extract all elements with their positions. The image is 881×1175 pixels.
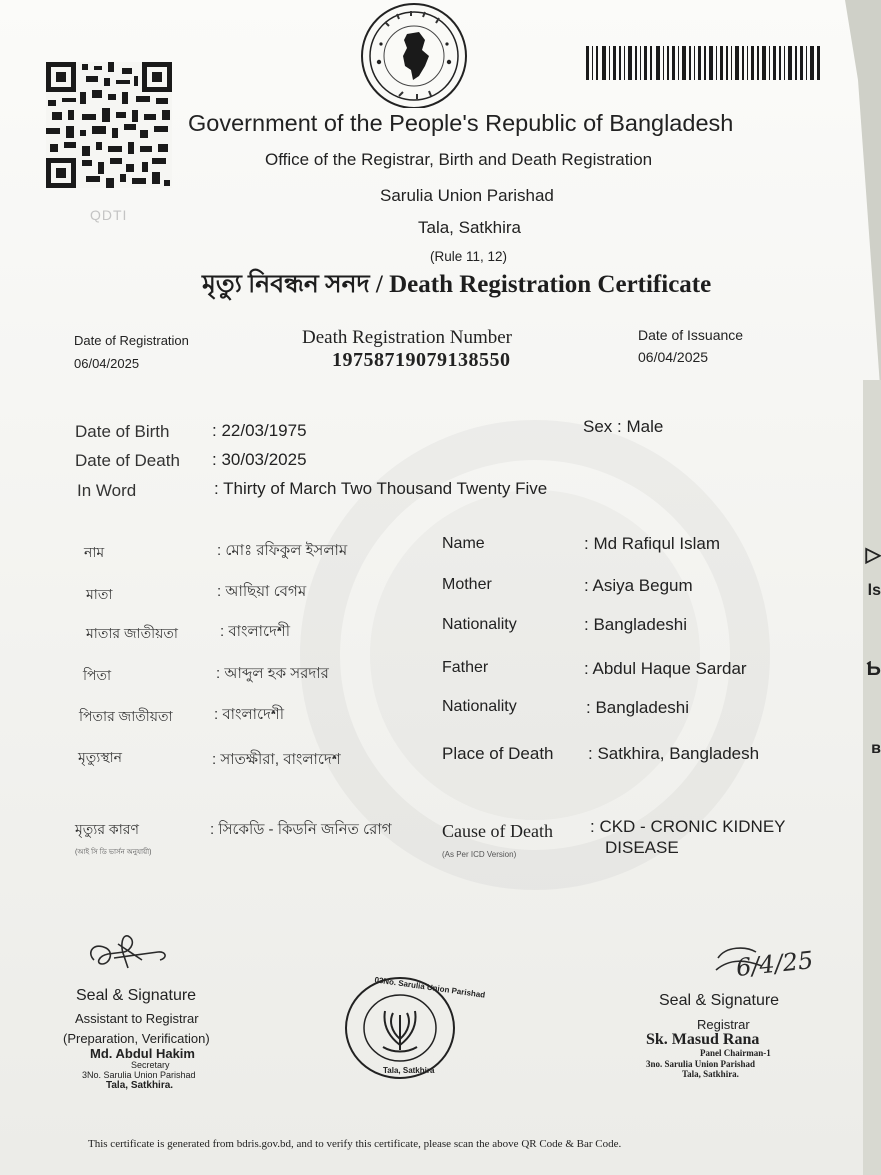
mother-bn-value: : আছিয়া বেগম [217, 583, 307, 600]
issuance-date-value: 06/04/2025 [638, 349, 709, 365]
cause-bn-sublabel: (আই সি ডি ভার্সন অনুযায়ী) [75, 849, 152, 856]
date-in-word-label: In Word [77, 481, 137, 500]
side-mark: ls [867, 582, 881, 599]
father-nationality-en-value: : Bangladeshi [586, 698, 690, 717]
left-signature-role2: (Preparation, Verification) [63, 1031, 210, 1046]
cause-en-value-line2: DISEASE [605, 838, 679, 857]
left-signature-designation: Secretary [131, 1060, 170, 1070]
government-title: Government of the People's Republic of Bangladesh [188, 110, 734, 136]
father-bn-label: পিতা [83, 667, 112, 683]
cause-en-label: Cause of Death [442, 821, 553, 841]
right-handwritten-date: 6/4/25 [734, 946, 815, 982]
father-en-label: Father [442, 659, 489, 676]
issuance-date-label: Date of Issuance [638, 327, 744, 343]
registration-date-value: 06/04/2025 [74, 356, 140, 371]
father-nationality-en-label: Nationality [442, 698, 517, 715]
seal-top-text: 03No. Sarulia Union Parishad [373, 975, 486, 1000]
death-date-label: Date of Death [75, 451, 180, 470]
mother-nationality-en-label: Nationality [442, 616, 517, 633]
name-en-value: : Md Rafiqul Islam [584, 534, 721, 553]
side-mark: ʙ [871, 740, 881, 757]
mother-nationality-bn-label: মাতার জাতীয়তা [86, 625, 178, 641]
location-title: Tala, Satkhira [418, 218, 521, 237]
rule-text: (Rule 11, 12) [430, 249, 508, 264]
registration-date-label: Date of Registration [74, 333, 189, 348]
background-surface [863, 380, 881, 1175]
left-handwritten-signature [84, 930, 174, 980]
death-place-en-value: : Satkhira, Bangladesh [588, 744, 760, 763]
sex-value: Sex : Male [583, 417, 664, 436]
right-signature-role: Registrar [697, 1017, 750, 1032]
qr-caption: QDTI [90, 207, 128, 223]
father-bn-value: : আব্দুল হক সরদার [216, 665, 329, 682]
name-en-label: Name [442, 535, 485, 552]
death-place-en-label: Place of Death [442, 744, 554, 763]
registration-number-label: Death Registration Number [302, 327, 513, 348]
qr-code [46, 62, 172, 188]
side-mark: Ƅ [866, 658, 881, 680]
left-signature-place: Tala, Satkhira. [106, 1080, 174, 1091]
name-bn-value: : মোঃ রফিকুল ইসলাম [217, 542, 348, 559]
father-nationality-bn-value: : বাংলাদেশী [214, 706, 285, 723]
father-en-value: : Abdul Haque Sardar [584, 659, 747, 678]
death-place-bn-value: : সাতক্ষীরা, বাংলাদেশ [212, 751, 341, 768]
name-bn-label: নাম [84, 544, 105, 560]
cause-bn-value: : সিকেডি - কিডনি জনিত রোগ [210, 821, 392, 838]
mother-en-label: Mother [442, 576, 492, 593]
death-place-bn-label: মৃত্যুস্থান [78, 749, 123, 765]
mother-en-value: : Asiya Begum [584, 576, 693, 595]
left-signature-role: Assistant to Registrar [75, 1011, 199, 1026]
date-in-word-value: : Thirty of March Two Thousand Twenty Five [214, 479, 548, 498]
left-signature-name: Md. Abdul Hakim [90, 1046, 195, 1061]
union-title: Sarulia Union Parishad [380, 186, 554, 205]
birth-date-value: : 22/03/1975 [212, 421, 307, 440]
mother-bn-label: মাতা [86, 586, 113, 602]
registration-number-value: 19758719079138550 [332, 349, 511, 371]
right-signature-org: 3no. Sarulia Union Parishad [646, 1059, 756, 1069]
barcode [586, 46, 822, 80]
mother-nationality-en-value: : Bangladeshi [584, 615, 688, 634]
cause-en-sublabel: (As Per ICD Version) [442, 850, 517, 859]
office-title: Office of the Registrar, Birth and Death Registration [265, 150, 653, 169]
death-date-value: : 30/03/2025 [212, 450, 307, 469]
mother-nationality-bn-value: : বাংলাদেশী [220, 623, 291, 640]
left-signature-title: Seal & Signature [76, 987, 197, 1004]
right-signature-designation: Panel Chairman-1 [700, 1048, 771, 1058]
cause-en-value: : CKD - CRONIC KIDNEY [590, 817, 786, 836]
right-signature-place: Tala, Satkhira. [682, 1069, 739, 1079]
cause-bn-label: মৃত্যুর কারণ [75, 821, 139, 837]
government-emblem [359, 0, 469, 108]
father-nationality-bn-label: পিতার জাতীয়তা [79, 708, 173, 724]
left-signature-org: 3No. Sarulia Union Parishad [82, 1070, 196, 1080]
right-signature-name: Sk. Masud Rana [646, 1031, 760, 1048]
certificate-title: মৃত্যু নিবন্ধন সনদ / Death Registration Certificate [202, 271, 712, 298]
right-signature-title: Seal & Signature [659, 992, 780, 1009]
side-mark: ▷ [865, 544, 881, 566]
seal-bottom-text: Tala, Satkhira [383, 1066, 435, 1075]
birth-date-label: Date of Birth [75, 422, 170, 441]
footer-note: This certificate is generated from bdris.gov.bd, and to verify this certificate, please scan the above QR Code & Bar Code. [88, 1138, 622, 1150]
